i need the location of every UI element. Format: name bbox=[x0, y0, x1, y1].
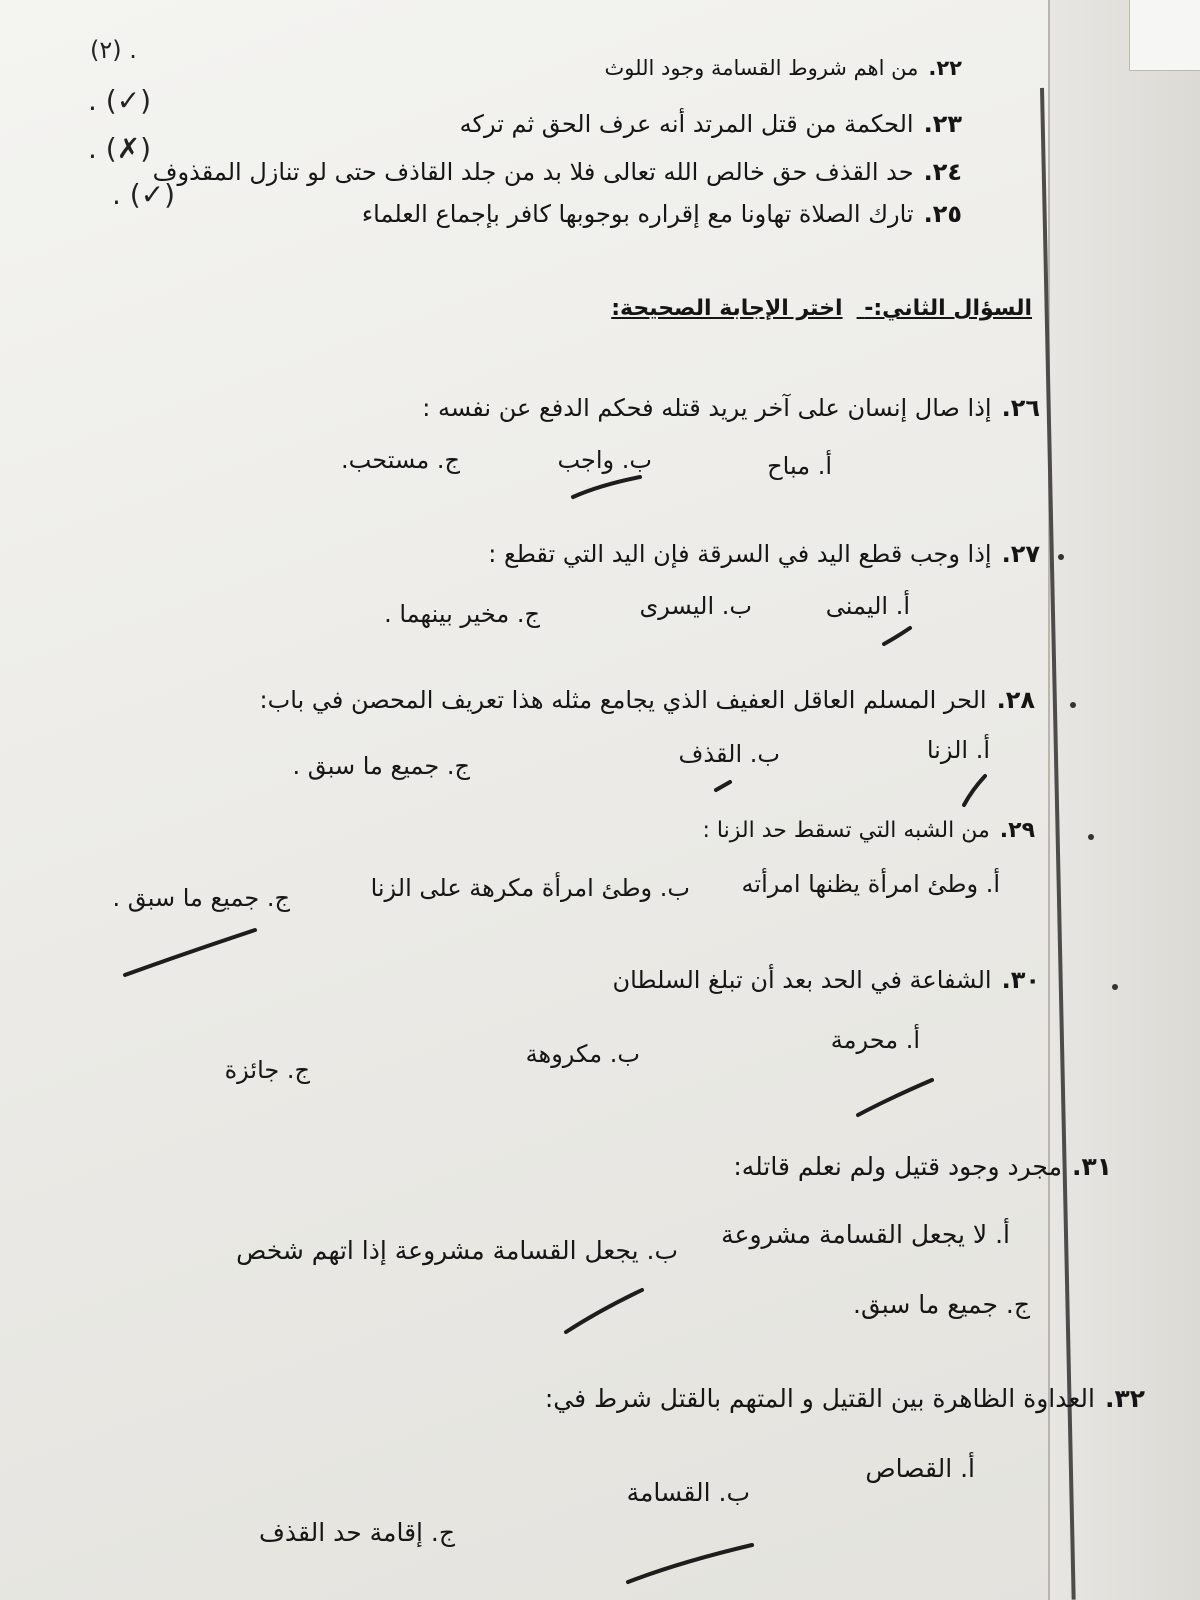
question-27 bbox=[488, 540, 1040, 568]
question-number: ٢٣. bbox=[923, 110, 962, 138]
option-c: ج. جميع ما سبق . bbox=[112, 884, 290, 912]
option-a: أ. محرمة bbox=[830, 1026, 920, 1054]
question-text: الحر المسلم العاقل العفيف الذي يجامع مثله هذا تعريف المحصن في باب: bbox=[259, 686, 987, 714]
section-heading bbox=[611, 296, 1032, 321]
bullet-dot bbox=[1088, 834, 1094, 840]
option-a: أ. الزنا bbox=[926, 736, 990, 764]
question-text: حد القذف حق خالص الله تعالى فلا بد من جلد القاذف حتى لو تنازل المقذوف bbox=[152, 158, 914, 186]
option-c: ج. مستحب. bbox=[341, 446, 460, 474]
answer-stroke-31 bbox=[566, 1290, 642, 1332]
answer-tick-28 bbox=[716, 782, 730, 790]
section-label: السؤال الثاني:- bbox=[864, 296, 1032, 321]
option-b: ب. واجب bbox=[557, 446, 652, 474]
question-number: ٣٢. bbox=[1104, 1384, 1145, 1413]
option-c: ج. إقامة حد القذف bbox=[258, 1518, 455, 1547]
handwritten-mark-24: . (✗) bbox=[88, 132, 152, 165]
question-number: ٢٤. bbox=[923, 158, 962, 186]
section-instruction: اختر الإجابة الصحيحة: bbox=[611, 296, 843, 321]
option-b: ب. وطئ امرأة مكرهة على الزنا bbox=[370, 874, 690, 902]
question-25 bbox=[362, 200, 962, 228]
answer-stroke-27 bbox=[884, 628, 910, 644]
question-text: العداوة الظاهرة بين القتيل و المتهم بالقتل شرط في: bbox=[544, 1384, 1095, 1413]
paper-corner bbox=[1129, 0, 1200, 71]
option-a: أ. مباح bbox=[767, 452, 832, 480]
option-c: ج. جميع ما سبق . bbox=[292, 752, 470, 780]
question-text: الحكمة من قتل المرتد أنه عرف الحق ثم تركه bbox=[459, 110, 914, 138]
option-b: ب. يجعل القسامة مشروعة إذا اتهم شخص bbox=[236, 1236, 678, 1265]
option-a: أ. لا يجعل القسامة مشروعة bbox=[721, 1220, 1010, 1249]
answer-stroke-30 bbox=[858, 1080, 932, 1115]
question-32 bbox=[545, 1384, 1145, 1413]
question-text: إذا صال إنسان على آخر يريد قتله فحكم الدفع عن نفسه : bbox=[422, 394, 992, 422]
option-c: ج. جميع ما سبق. bbox=[853, 1290, 1030, 1319]
option-b: ب. اليسرى bbox=[639, 592, 752, 620]
question-number: ٣٠. bbox=[1001, 966, 1040, 994]
option-b: ب. مكروهة bbox=[525, 1040, 640, 1068]
page-edge bbox=[1048, 0, 1200, 1600]
question-text: مجرد وجود قتيل ولم نعلم قاتله: bbox=[733, 1152, 1062, 1181]
option-c: ج. مخير بينهما . bbox=[384, 600, 540, 628]
bullet-dot bbox=[1112, 984, 1118, 990]
option-b: ب. القسامة bbox=[626, 1478, 750, 1507]
handwritten-mark-23: . (✓) bbox=[88, 84, 152, 117]
option-b: ب. القذف bbox=[678, 740, 780, 768]
option-a: أ. وطئ امرأة يظنها امرأته bbox=[741, 870, 1000, 898]
question-28 bbox=[260, 686, 1035, 714]
answer-stroke-28 bbox=[964, 776, 985, 805]
question-26 bbox=[422, 394, 1040, 422]
question-number: ٢٨. bbox=[996, 686, 1035, 714]
handwritten-mark-25: . (✓) bbox=[112, 178, 176, 211]
question-29 bbox=[703, 818, 1035, 843]
question-number: ٢٢. bbox=[928, 56, 962, 80]
question-number: ٣١. bbox=[1071, 1152, 1112, 1181]
option-a: أ. اليمنى bbox=[825, 592, 910, 620]
question-23 bbox=[460, 110, 962, 138]
option-a: أ. القصاص bbox=[865, 1454, 975, 1483]
question-number: ٢٦. bbox=[1001, 394, 1040, 422]
answer-stroke-29 bbox=[125, 930, 255, 975]
question-24 bbox=[153, 158, 962, 186]
question-text: الشفاعة في الحد بعد أن تبلغ السلطان bbox=[612, 966, 992, 994]
question-text: من اهم شروط القسامة وجود اللوث bbox=[604, 56, 919, 80]
question-31 bbox=[733, 1152, 1112, 1181]
question-22 bbox=[605, 56, 963, 80]
question-text: من الشبه التي تسقط حد الزنا : bbox=[702, 818, 990, 843]
bullet-dot bbox=[1070, 702, 1076, 708]
question-text: إذا وجب قطع اليد في السرقة فإن اليد التي تقطع : bbox=[488, 540, 992, 568]
bullet-dot bbox=[1058, 554, 1064, 560]
question-text: تارك الصلاة تهاونا مع إقراره بوجوبها كافر بإجماع العلماء bbox=[361, 200, 914, 228]
question-30 bbox=[612, 966, 1040, 994]
answer-stroke-26 bbox=[573, 477, 640, 497]
handwritten-mark-22: (٢) . bbox=[90, 36, 137, 64]
question-number: ٢٧. bbox=[1001, 540, 1040, 568]
answer-stroke-32 bbox=[628, 1545, 752, 1582]
question-number: ٢٩. bbox=[999, 818, 1035, 843]
option-c: ج. جائزة bbox=[224, 1056, 310, 1084]
question-number: ٢٥. bbox=[923, 200, 962, 228]
